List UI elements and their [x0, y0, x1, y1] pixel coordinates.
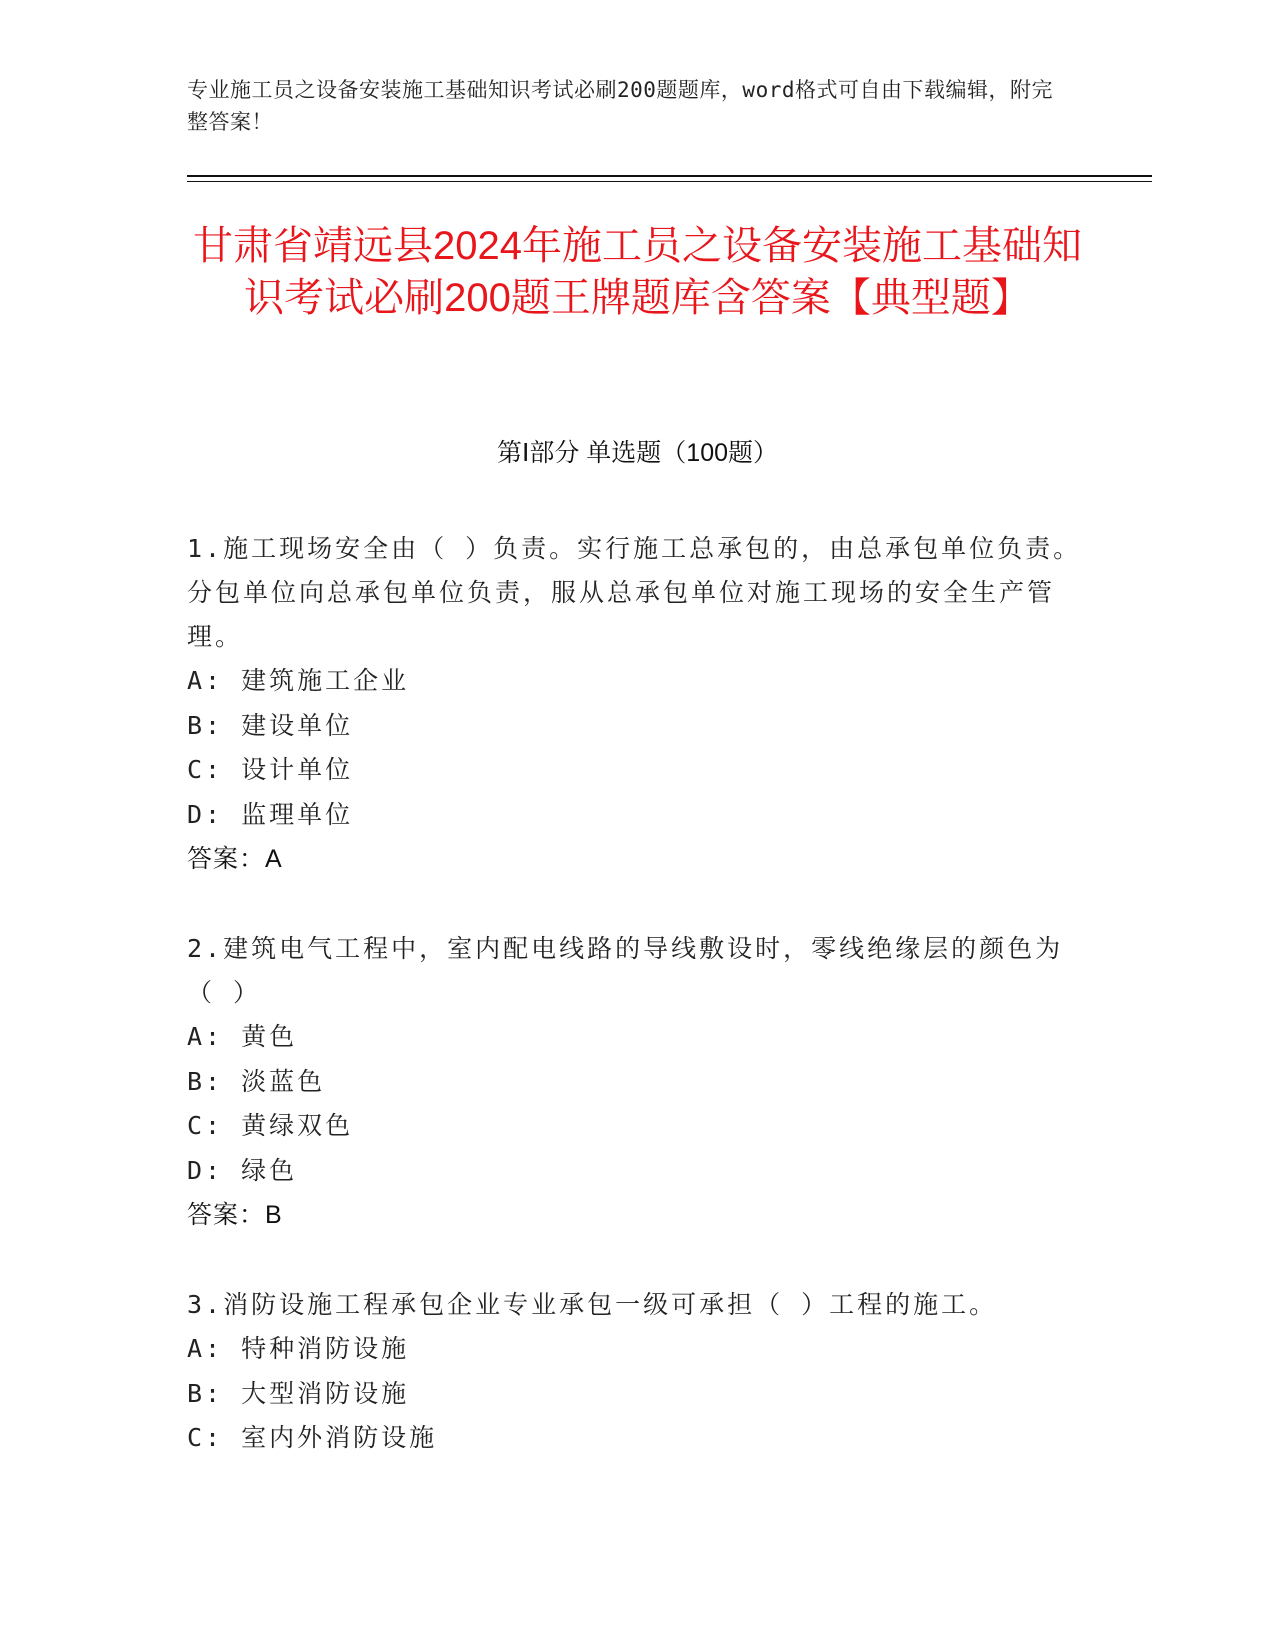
question-1	[187, 527, 1087, 881]
answer-line: 答案：B	[187, 1201, 283, 1229]
option-b: B: 大型消防设施	[187, 1378, 410, 1408]
option-a: A: 建筑施工企业	[187, 666, 410, 695]
option-a: A: 特种消防设施	[187, 1334, 410, 1363]
option-c: C: 黄绿双色	[187, 1111, 354, 1140]
question-stem: 2.建筑电气工程中，室内配电线路的导线敷设时，零线绝缘层的颜色为（ ）	[187, 934, 1064, 1007]
option-a: A: 黄色	[187, 1022, 298, 1051]
option-d: D: 监理单位	[187, 799, 354, 829]
option-c: C: 室内外消防设施	[187, 1423, 438, 1452]
option-d: D: 绿色	[187, 1155, 298, 1185]
option-b: B: 淡蓝色	[187, 1066, 326, 1096]
header-rule-thin	[187, 181, 1152, 182]
answer-line: 答案：A	[187, 845, 283, 873]
header-rule-thick	[187, 175, 1152, 177]
question-3	[187, 1283, 1087, 1461]
section-heading: 第Ⅰ部分 单选题（100题）	[496, 439, 779, 467]
option-c: C: 设计单位	[187, 755, 354, 784]
question-stem: 3.消防设施工程承包企业专业承包一级可承担（ ）工程的施工。	[187, 1290, 998, 1319]
document-title: 甘肃省靖远县2024年施工员之设备安装施工基础知识考试必刷200题王牌题库含答案【典型题】	[193, 224, 1082, 320]
header-note: 专业施工员之设备安装施工基础知识考试必刷200题题库，word格式可自由下载编辑，附完整答案！	[187, 78, 1053, 134]
option-b: B: 建设单位	[187, 710, 354, 740]
question-list	[187, 527, 1087, 1507]
question-stem: 1.施工现场安全由（ ）负责。实行施工总承包的，由总承包单位负责。分包单位向总承包单位负责，服从总承包单位对施工现场的安全生产管理。	[187, 534, 1082, 651]
question-2	[187, 927, 1087, 1237]
